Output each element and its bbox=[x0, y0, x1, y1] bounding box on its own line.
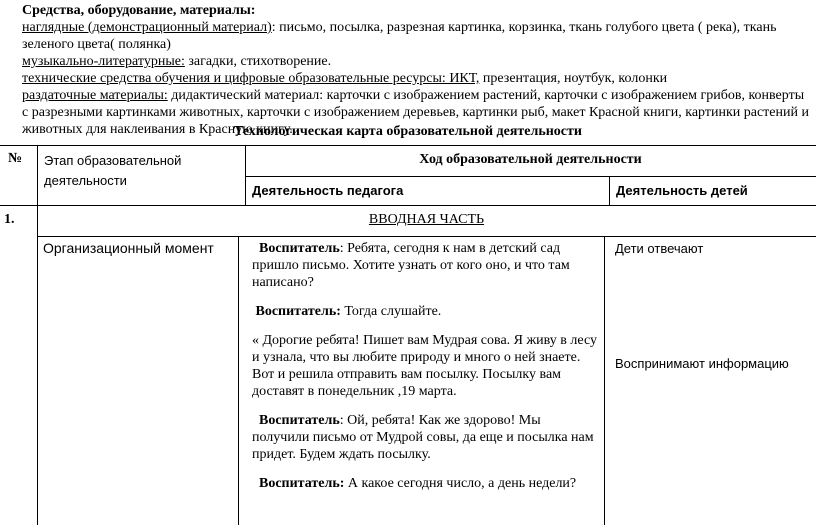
section-number: 1. bbox=[4, 212, 15, 227]
musical-materials-text: загадки, стихотворение. bbox=[184, 54, 332, 69]
col-stage-header bbox=[44, 151, 239, 191]
visual-materials-label: наглядные (демонстрационный материал) bbox=[22, 20, 272, 35]
grid-line bbox=[37, 236, 816, 237]
stage-name: Организационный момент bbox=[43, 240, 214, 256]
grid-line bbox=[609, 176, 610, 205]
visual-materials-text: : письмо, посылка, разрезная картинка, корзинка, ткань голубого цвета ( река), ткань зеленого цвета( полянка) bbox=[22, 20, 777, 52]
teacher-paragraph bbox=[252, 240, 597, 291]
col-num-header: № bbox=[8, 151, 23, 166]
section-title: ВВОДНАЯ ЧАСТЬ bbox=[368, 212, 485, 227]
grid-line bbox=[0, 205, 816, 206]
speaker-label: Воспитатель bbox=[259, 413, 340, 428]
speaker-label: Воспитатель: bbox=[255, 304, 341, 319]
col-teacher-header: Деятельность педагога bbox=[252, 183, 404, 198]
col-course-header: Ход образовательной деятельности bbox=[419, 152, 642, 167]
handout-materials-text: дидактический материал: карточки с изображением растений, карточки с изображением грибов, конверты с разрезными картинками животных, карточки с изображением деревьев, картинки рыб, макет Красной книги, картинки растений и животных для наклеивания в Красную книгу. bbox=[22, 88, 809, 137]
handout-materials-label: раздаточные материалы: bbox=[22, 88, 168, 103]
speaker-label: Воспитатель bbox=[259, 241, 340, 256]
grid-line bbox=[245, 176, 816, 177]
teacher-paragraph bbox=[252, 332, 597, 400]
teacher-paragraph bbox=[252, 303, 597, 320]
paragraph-text: А какое сегодня число, а день недели? bbox=[344, 476, 577, 491]
teacher-paragraph bbox=[252, 412, 597, 463]
grid-line bbox=[0, 145, 816, 146]
teacher-activity bbox=[252, 240, 597, 504]
tech-materials-text: презентация, ноутбук, колонки bbox=[479, 71, 668, 86]
col-children-header: Деятельность детей bbox=[616, 183, 748, 198]
col-stage-header-text: Этап образовательной деятельности bbox=[44, 153, 182, 188]
speaker-label: Воспитатель: bbox=[259, 476, 345, 491]
paragraph-text: « Дорогие ребята! Пишет вам Мудрая сова. Я живу в лесу и узнала, что вы любите природу и много о ней знаете. Вот и решила отправить вам посылку. Посылку вам доставят в понедельник ,19 марта. bbox=[252, 333, 597, 399]
children-activity-2: Воспринимают информацию bbox=[615, 356, 789, 371]
paragraph-text: : Ой, ребята! Как же здорово! Мы получили письмо от Мудрой совы, да еще и посылка нам придет. Будем ждать посылку. bbox=[252, 413, 594, 462]
musical-materials-label: музыкально-литературные: bbox=[22, 54, 185, 69]
grid-line bbox=[604, 236, 605, 525]
teacher-paragraph bbox=[252, 475, 597, 492]
table-caption: Технологическая карта образовательной деятельности bbox=[234, 124, 582, 139]
tech-materials-label: технические средства обучения и цифровые образовательные ресурсы: ИКТ, bbox=[22, 71, 480, 86]
grid-line bbox=[238, 236, 239, 525]
paragraph-text: : Ребята, сегодня к нам в детский сад пришло письмо. Хотите узнать от кого оно, и что там написано? bbox=[252, 241, 570, 290]
grid-line bbox=[37, 145, 38, 525]
materials-heading: Средства, оборудование, материалы: bbox=[22, 3, 256, 18]
paragraph-text: Тогда слушайте. bbox=[340, 304, 442, 319]
children-activity-1: Дети отвечают bbox=[615, 241, 704, 256]
